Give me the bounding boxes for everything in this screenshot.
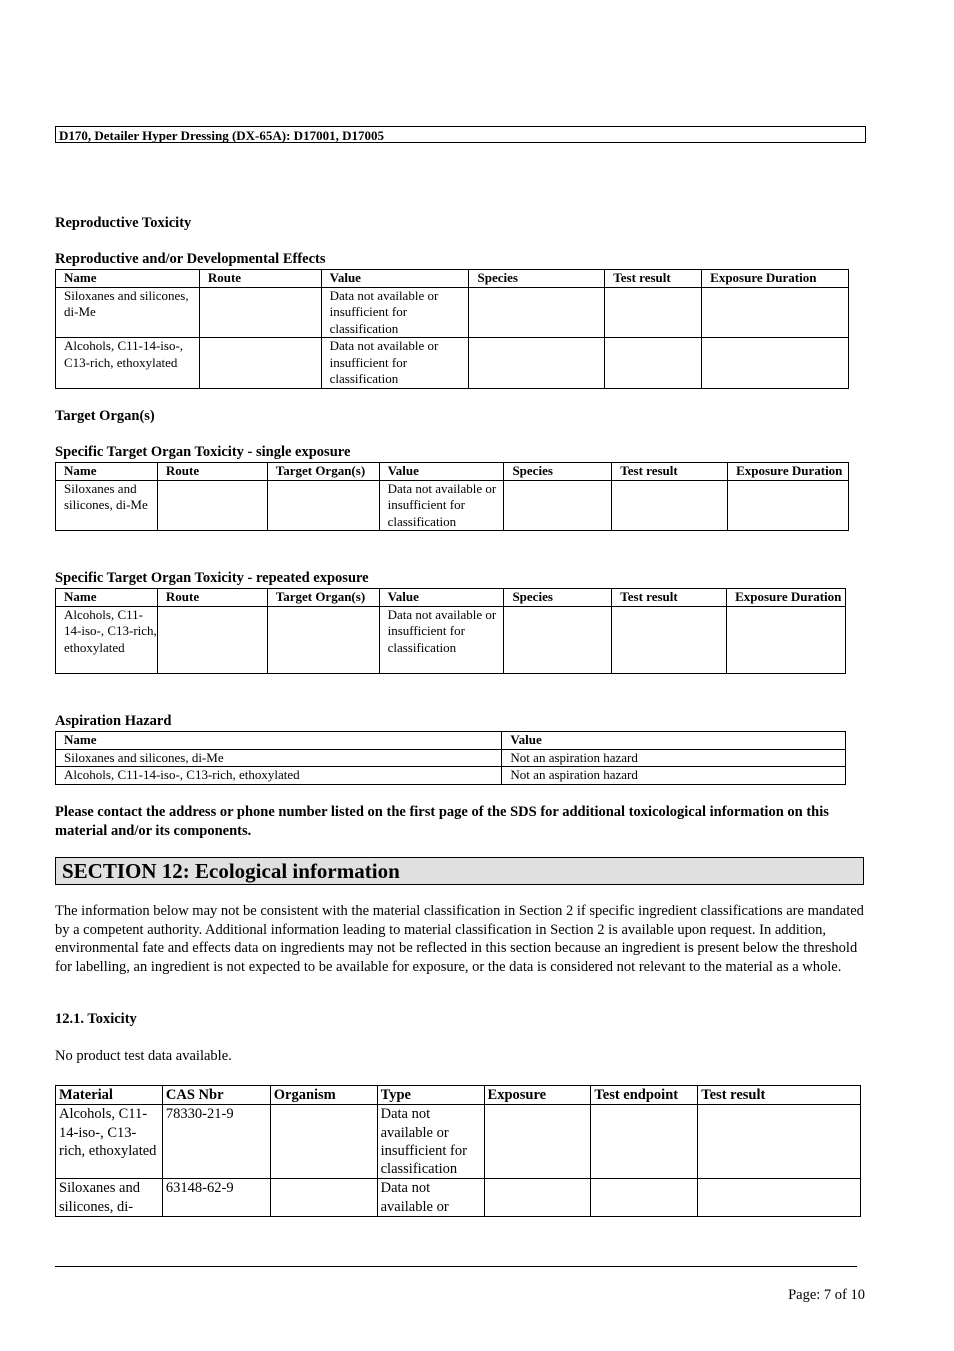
table-row [56,606,846,673]
table-cell [484,1179,591,1217]
table-header-row [56,732,846,750]
column-header: Value [321,270,469,288]
column-header: Route [157,463,267,481]
column-header: Test result [698,1086,861,1105]
column-header: Type [377,1086,484,1105]
table-cell [267,606,379,673]
column-header: Name [56,463,158,481]
table-cell: Siloxanes and silicones, di-Me [56,287,200,338]
table-cell [702,338,849,389]
column-header: Name [56,732,502,750]
column-header: Value [379,589,504,607]
table-cell [698,1105,861,1179]
table-cell: 63148-62-9 [162,1179,270,1217]
column-header: Test result [612,589,727,607]
eco-toxicity-table [55,1085,861,1217]
table-cell [484,1105,591,1179]
table-cell: Data not available or insufficient for classification [379,480,504,531]
column-header: Species [504,589,612,607]
table-cell: Alcohols, C11-14-iso-, C13-rich, ethoxylated [56,1105,163,1179]
column-header: Test result [605,270,702,288]
table-cell [728,480,849,531]
toxicity-heading: 12.1. Toxicity [55,1011,137,1027]
table-cell: Data not available or insufficient for classification [321,287,469,338]
table-cell: 78330-21-9 [162,1105,270,1179]
column-header: Exposure Duration [727,589,846,607]
table-cell [702,287,849,338]
table-cell [157,606,267,673]
product-header: D170, Detailer Hyper Dressing (DX-65A): D17001, D17005 [55,126,866,143]
table-cell: Alcohols, C11-14-iso-, C13-rich, ethoxylated [56,767,502,785]
table-cell [612,480,728,531]
table-cell: Not an aspiration hazard [502,749,846,767]
table-cell: Siloxanes and silicones, di-Me [56,480,158,531]
column-header: Test result [612,463,728,481]
table-header-row [56,589,846,607]
reproductive-toxicity-heading: Reproductive Toxicity [55,215,192,231]
column-header: Route [199,270,321,288]
repro-table [55,269,849,389]
table-cell [504,606,612,673]
table-cell [267,480,379,531]
table-cell [469,287,605,338]
table-cell [199,287,321,338]
table-cell [504,480,612,531]
table-header-row [56,1086,861,1105]
aspiration-hazard-heading: Aspiration Hazard [55,713,172,729]
column-header: Name [56,589,158,607]
footer-divider [55,1266,857,1267]
table-cell: Siloxanes and silicones, di-Me [56,749,502,767]
table-cell: Data not available or insufficient for classification [321,338,469,389]
table-cell [591,1105,698,1179]
table-cell [605,338,702,389]
table-row [56,338,849,389]
column-header: Test endpoint [591,1086,698,1105]
column-header: Value [379,463,504,481]
table-cell: Data not available or insufficient for classification [377,1105,484,1179]
table-cell: Data not available or insufficient for classification [379,606,504,673]
table-row [56,1105,861,1179]
single-exposure-heading: Specific Target Organ Toxicity - single exposure [55,444,351,460]
contact-note: Please contact the address or phone number listed on the first page of the SDS for additional toxicological information on this material and/or its components. [55,804,829,839]
table-cell [270,1105,377,1179]
aspiration-table [55,731,846,785]
table-cell [270,1179,377,1217]
column-header: CAS Nbr [162,1086,270,1105]
table-header-row [56,270,849,288]
column-header: Value [502,732,846,750]
no-data-text: No product test data available. [55,1048,232,1064]
column-header: Target Organ(s) [267,463,379,481]
table-row [56,1179,861,1217]
column-header: Name [56,270,200,288]
section-12-intro: The information below may not be consistent with the material classification in Section 2 if specific ingredient classifications are mandated by a competent authority. Additional information leading to material classification in Section 2 is available upon request. In addition, environmental fate and effects data on ingredients may not be reflected in this section because an ingredient is present below the threshold for labelling, an ingredient is not expected to be available for exposure, or the data is considered not relevant to the material as a whole. [55,903,864,975]
table-row [56,287,849,338]
table-cell [605,287,702,338]
table-cell: Alcohols, C11-14-iso-, C13-rich, ethoxylated [56,338,200,389]
column-header: Species [469,270,605,288]
table-cell [612,606,727,673]
repro-effects-heading: Reproductive and/or Developmental Effects [55,251,326,267]
table-cell [698,1179,861,1217]
table-row [56,767,846,785]
table-row [56,749,846,767]
table-cell: Alcohols, C11-14-iso-, C13-rich, ethoxylated [56,606,158,673]
table-cell: Not an aspiration hazard [502,767,846,785]
column-header: Material [56,1086,163,1105]
page-number: Page: 7 of 10 [788,1287,865,1303]
table-cell: Data not available or [377,1179,484,1217]
column-header: Organism [270,1086,377,1105]
table-row [56,480,849,531]
column-header: Species [504,463,612,481]
table-cell [157,480,267,531]
table-cell [469,338,605,389]
table-cell [591,1179,698,1217]
repeated-exposure-table [55,588,846,674]
repeated-exposure-heading: Specific Target Organ Toxicity - repeated exposure [55,570,369,586]
single-exposure-table [55,462,849,531]
column-header: Target Organ(s) [267,589,379,607]
column-header: Exposure Duration [728,463,849,481]
table-cell [199,338,321,389]
column-header: Exposure Duration [702,270,849,288]
target-organ-heading: Target Organ(s) [55,408,155,424]
column-header: Exposure [484,1086,591,1105]
table-cell: Siloxanes and silicones, di- [56,1179,163,1217]
column-header: Route [157,589,267,607]
section-12-title: SECTION 12: Ecological information [55,857,864,885]
table-header-row [56,463,849,481]
table-cell [727,606,846,673]
